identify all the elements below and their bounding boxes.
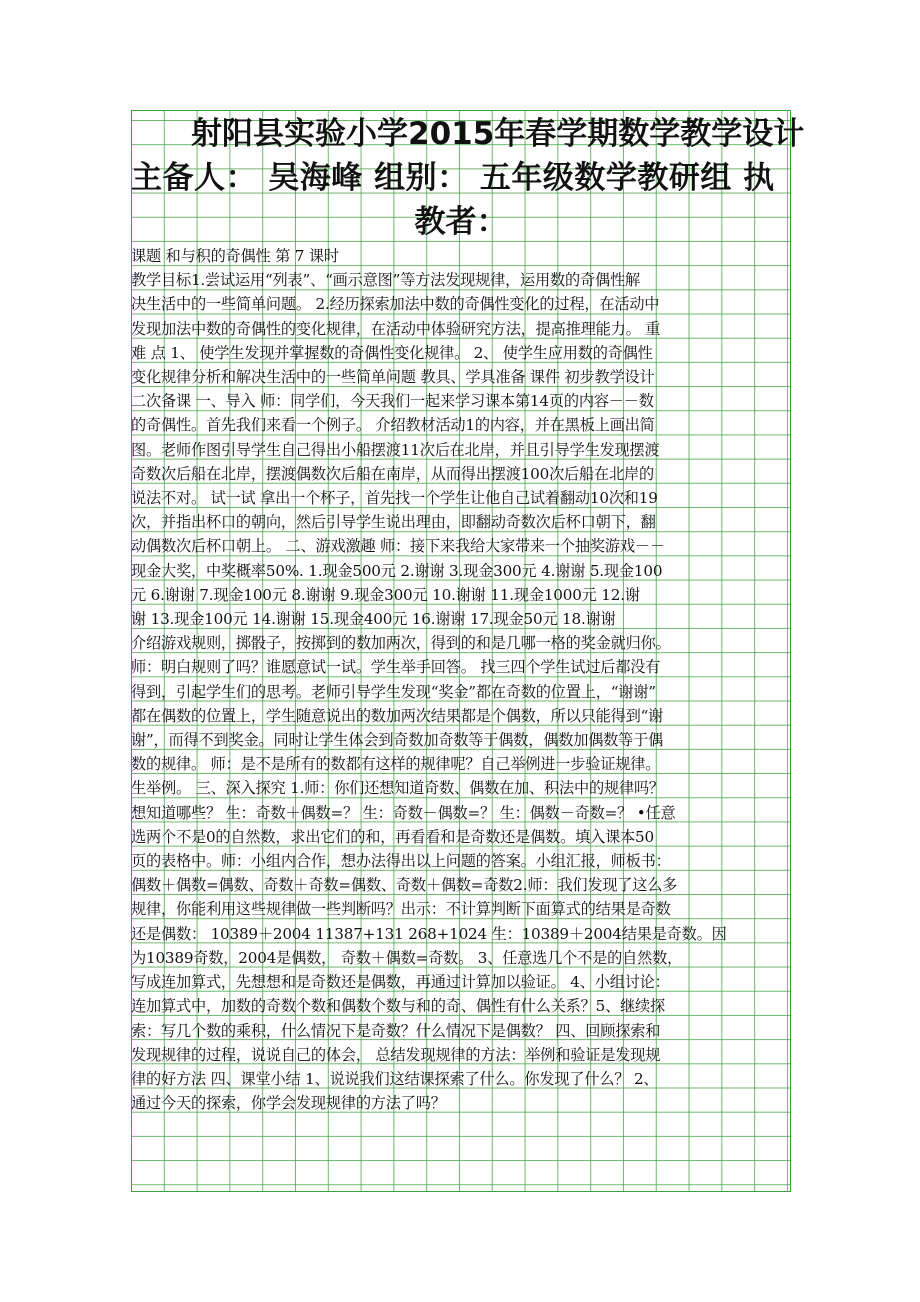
body-line: 通过今天的探索，你学会发现规律的方法了吗？ [131,1094,446,1113]
body-line: 还是偶数： 10389＋2004 11387+131 268+1024 生：10389＋2004结果是奇数。因 [131,924,727,943]
body-line: 谢 13.现金100元 14.谢谢 15.现金400元 16.谢谢 17.现金50元 18.谢谢 [131,610,616,629]
body-line: 动偶数次后杯口朝上。 二、游戏激趣 师：接下来我给大家带来一个抽奖游戏－－ [131,537,665,556]
body-line: 二次备课 一、导入 师：同学们，今天我们一起来学习课本第14页的内容－－数 [131,392,654,411]
body-line: 生举例。 三、深入探究 1.师：你们还想知道奇数、偶数在加、积法中的规律吗？ [131,779,664,798]
lesson-body [131,244,791,1115]
body-line: 图。老师作图引导学生自己得出小船摆渡11次后在北岸，并且引导学生发现摆渡 [131,440,660,459]
title-line-1: 射阳县实验小学2015年春学期数学教学设计 [191,116,805,152]
body-line: 师：明白规则了吗？谁愿意试一试。学生举手回答。 找三四个学生试过后都没有 [131,658,661,677]
body-line: 次，并指出杯口的朝向，然后引导学生说出理由，即翻动奇数次后杯口朝下，翻 [131,513,656,532]
body-line: 的奇偶性。首先我们来看一个例子。 介绍教材活动1的内容，并在黑板上画出简 [131,416,655,435]
title-line-2: 主备人： 吴海峰 组别： 五年级数学教研组 执 [131,160,775,196]
body-line: 得到，引起学生们的思考。老师引导学生发现“奖金”都在奇数的位置上，“谢谢” [131,682,656,701]
body-line: 页的表格中。师：小组内合作，想办法得出以上问题的答案。小组汇报，师板书： [131,852,671,871]
body-line: 变化规律分析和解决生活中的一些简单问题 教具、学具准备 课件 初步教学设计 [131,368,655,387]
document-content [131,112,805,1115]
body-line: 课题 和与积的奇偶性 第 7 课时 [131,247,339,265]
body-line: 为10389奇数，2004是偶数， 奇数＋偶数=奇数。 3、任意选几个不是的自然数， [131,948,683,967]
page-title [131,112,805,244]
body-line: 索：写几个数的乘积，什么情况下是奇数？什么情况下是偶数？ 四、回顾探索和 [131,1021,661,1040]
body-line: 偶数＋偶数=偶数、奇数＋奇数=偶数、奇数＋偶数=奇数2.师：我们发现了这么多 [131,876,678,895]
body-line: 发现加法中数的奇偶性的变化规律，在活动中体验研究方法，提高推理能力。 重 [131,319,661,338]
body-line: 说法不对。 试一试 拿出一个杯子，首先找一个学生让他自己试着翻动10次和19 [131,489,658,508]
title-line-3: 教者： [414,204,508,240]
body-line: 规律，你能利用这些规律做一些判断吗？出示：不计算判断下面算式的结果是奇数 [131,900,671,919]
body-line: 律的好方法 四、课堂小结 1、说说我们这结课探索了什么。你发现了什么？ 2、 [131,1069,659,1088]
body-line: 选两个不是0的自然数，求出它们的和，再看看和是奇数还是偶数。填入课本50 [131,827,654,846]
body-line: 谢”，而得不到奖金。同时让学生体会到奇数加奇数等于偶数，偶数加偶数等于偶 [131,731,664,750]
body-line: 决生活中的一些简单问题。 2.经历探索加法中数的奇偶性变化的过程，在活动中 [131,295,660,314]
body-line: 元 6.谢谢 7.现金100元 8.谢谢 9.现金300元 10.谢谢 11.现金1000元 12.谢 [131,585,640,604]
body-line: 数的规律。 师：是不是所有的数都有这样的规律呢？自己举例进一步验证规律。 [131,755,661,774]
body-line: 都在偶数的位置上，学生随意说出的数加两次结果都是个偶数，所以只能得到“谢 [131,706,664,725]
body-line: 介绍游戏规则，掷骰子，按掷到的数加两次，得到的和是几哪一格的奖金就归你。 [131,634,671,653]
body-line: 想知道哪些？ 生：奇数＋偶数=？ 生：奇数－偶数=？ 生：偶数－奇数=？ •任意 [131,803,676,822]
body-line: 奇数次后船在北岸，摆渡偶数次后船在南岸，从而得出摆渡100次后船在北岸的 [131,464,654,483]
body-line: 难 点 1、 使学生发现并掌握数的奇偶性变化规律。 2、 使学生应用数的奇偶性 [131,343,653,362]
body-line: 连加算式中，加数的奇数个数和偶数个数与和的奇、偶性有什么关系？5、继续探 [131,997,666,1016]
body-line: 教学目标1.尝试运用“列表”、“画示意图”等方法发现规律，运用数的奇偶性解 [131,271,640,290]
body-line: 写成连加算式，先想想和是奇数还是偶数，再通过计算加以验证。 4、小组讨论： [131,973,670,992]
body-line: 现金大奖，中奖概率50%. 1.现金500元 2.谢谢 3.现金300元 4.谢谢 5.现金100 [131,561,663,580]
body-line: 发现规律的过程，说说自己的体会， 总结发现规律的方法：举例和验证是发现规 [131,1045,661,1064]
